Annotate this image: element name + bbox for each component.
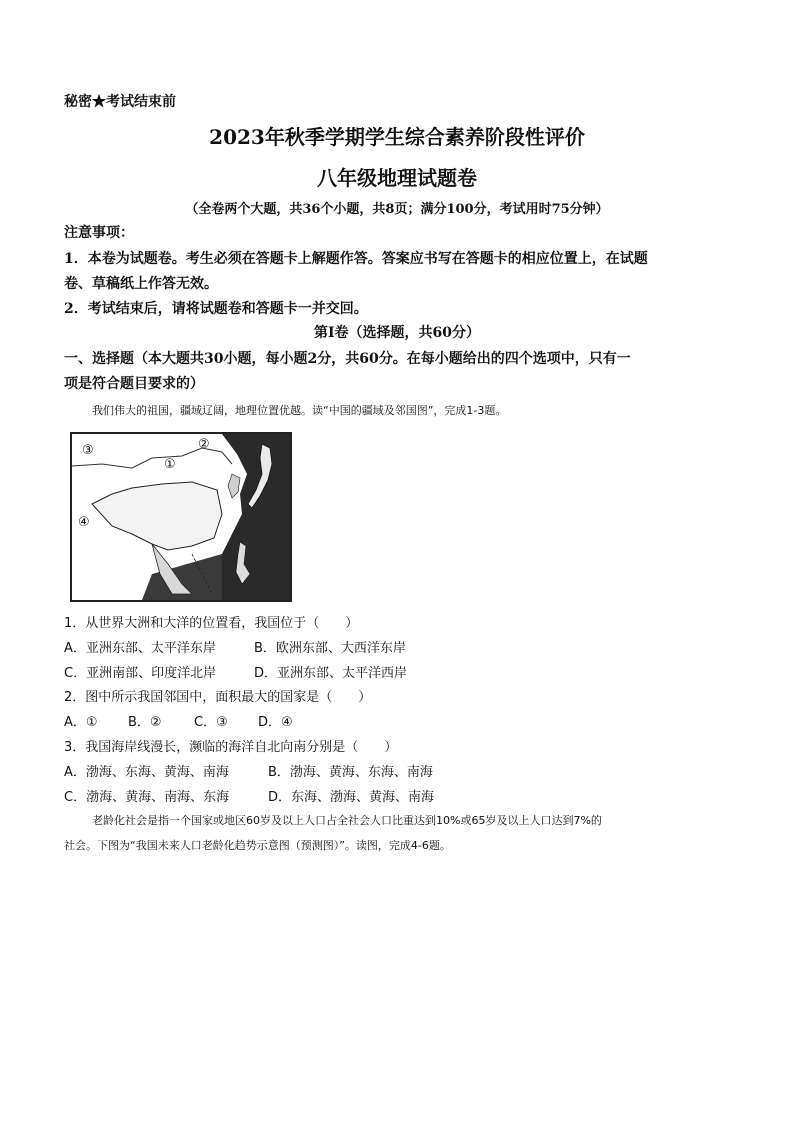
question-1-option-d: D．亚洲东部、太平洋西岸 [254,666,408,681]
question-2-stem: 2．图中所示我国邻国中，面积最大的国家是（ ） [64,690,372,705]
note-item-1-line-2: 卷、草稿纸上作答无效。 [64,276,218,292]
part-one-heading-line-1: 一、选择题（本大题共30小题，每小题2分，共60分。在每小题给出的四个选项中，只有一 [64,351,631,367]
map-border-china [92,482,222,550]
question-3-option-b: B．渤海、黄海、东海、南海 [268,765,433,780]
intro-text-2-line-1: 老龄化社会是指一个国家或地区60岁及以上人口占全社会人口比重达到10%或65岁及以上人口达到7%的 [92,814,602,827]
map-marker-2: ② [198,437,210,452]
question-3-option-a: A．渤海、东海、黄海、南海 [64,765,229,780]
intro-text-1: 我们伟大的祖国，疆域辽阔，地理位置优越。读“中国的疆域及邻国图”，完成1-3题。 [92,404,507,417]
map-sea-east [222,434,290,600]
note-item-1-line-1: 1．本卷为试题卷。考生必须在答题卡上解题作答。答案应书写在答题卡的相应位置上，在试题 [64,251,648,267]
question-1-stem: 1．从世界大洲和大洋的位置看，我国位于（ ） [64,616,359,631]
question-1-option-a: A．亚洲东部、太平洋东岸 [64,641,216,656]
question-2-option-d: D．④ [258,715,293,730]
volume-title: 第Ⅰ卷（选择题，共60分） [313,325,481,341]
map-marker-3: ③ [82,443,94,458]
question-1-option-b: B．欧洲东部、大西洋东岸 [254,641,406,656]
note-item-2: 2．考试结束后，请将试题卷和答题卡一并交回。 [64,301,368,317]
map-marker-4: ④ [78,515,90,530]
question-3-option-d: D．东海、渤海、黄海、南海 [268,790,435,805]
question-2-option-c: C．③ [194,715,228,730]
question-2-option-a: A．① [64,715,98,730]
question-1-option-c: C．亚洲南部、印度洋北岸 [64,666,217,681]
question-3-option-c: C．渤海、黄海、南海、东海 [64,790,230,805]
question-2-option-b: B．② [128,715,162,730]
notes-heading: 注意事项： [64,225,134,241]
part-one-heading-line-2: 项是符合题目要求的） [64,376,204,392]
map-korea [228,474,240,498]
exam-subtitle: 八年级地理试题卷 [317,166,477,190]
intro-text-2-line-2: 社会。下图为“我国未来人口老龄化趋势示意图（预测图）”。读图，完成4-6题。 [64,839,451,852]
question-3-stem: 3．我国海岸线漫长，濒临的海洋自北向南分别是（ ） [64,740,398,755]
secret-label: 秘密★考试结束前 [64,94,176,110]
map-marker-1: ① [164,457,176,472]
exam-info: （全卷两个大题，共36个小题，共8页；满分100分，考试用时75分钟） [185,202,609,217]
map-drawing [72,434,290,600]
exam-title: 2023年秋季学期学生综合素养阶段性评价 [209,125,585,149]
china-territory-map [70,432,292,602]
